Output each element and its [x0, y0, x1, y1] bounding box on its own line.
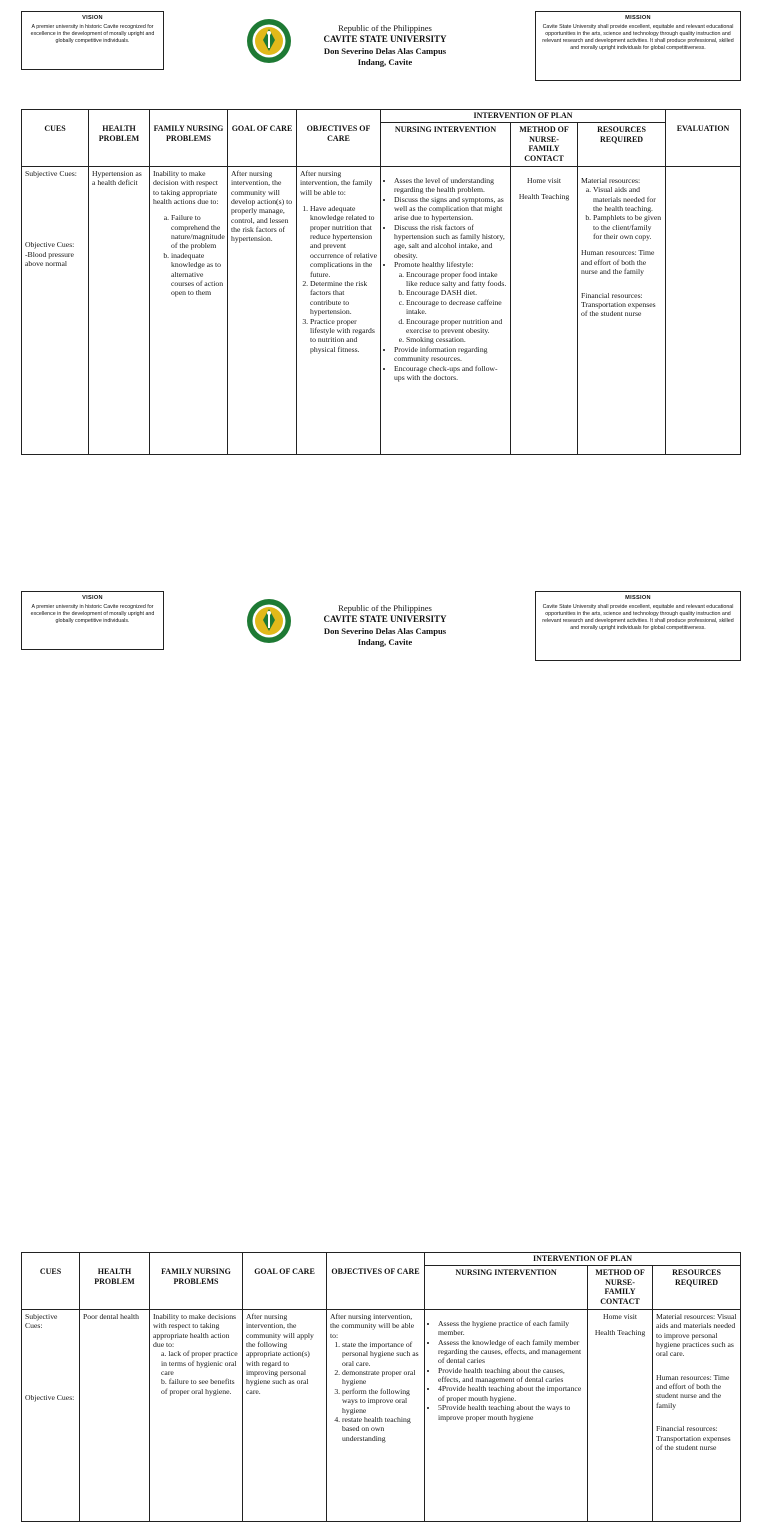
cell-cues	[22, 1309, 80, 1521]
university-heading	[300, 603, 470, 648]
method-home-visit: Home visit	[603, 1311, 637, 1321]
campus-name: Don Severino Delas Alas Campus	[323, 45, 447, 56]
resources-human: Human resources: Time and effort of both the student nurse and the family	[656, 1372, 730, 1410]
cell-family-problems	[150, 1309, 243, 1521]
objective-item: 4. restate health teaching based on own understanding	[342, 1415, 421, 1443]
university-seal-icon	[246, 598, 292, 644]
family-item: a. Failure to comprehend the nature/magnitude of the problem	[171, 213, 224, 251]
nursing-item: • Discuss the risk factors of hypertension such as family history, age, salt and alcohol intake, and obesity.	[394, 223, 507, 261]
resources-financial: Financial resources: Transportation expenses of the student nurse	[581, 290, 656, 319]
col-goal: GOAL OF CARE	[243, 1253, 327, 1310]
lifestyle-item: b. Encourage DASH diet.	[406, 288, 507, 297]
family-intro: Inability to make decisions with respect to taking appropriate health action due to:	[153, 1311, 237, 1349]
cues-objective: Objective Cues:	[25, 1392, 75, 1402]
vision-title: VISION	[82, 595, 103, 601]
cell-family-problems	[150, 166, 228, 454]
republic-line: Republic of the Philippines	[338, 23, 432, 33]
nursing-item: • Assess the hygiene practice of each family member.	[438, 1319, 584, 1338]
col-health-problem: HEALTH PROBLEM	[89, 110, 150, 167]
resources-human: Human resources: Time and effort of both the nurse and the family	[581, 248, 655, 277]
vision-text: A premier university in historic Cavite recognized for excellence in the development of morally upright and globally competitive individuals.	[30, 23, 155, 44]
care-plan-table	[21, 109, 741, 455]
col-health-problem: HEALTH PROBLEM	[80, 1253, 150, 1310]
lifestyle-item: d. Encourage proper nutrition and exercise to prevent obesity.	[406, 317, 507, 336]
campus-name: Don Severino Delas Alas Campus	[323, 625, 447, 636]
resource-item: b. Pamphlets to be given to the client/family for their own copy.	[593, 213, 662, 241]
republic-line: Republic of the Philippines	[338, 603, 432, 613]
lifestyle-item: c. Encourage to decrease caffeine intake.	[406, 298, 507, 317]
university-heading	[300, 23, 470, 68]
col-objectives: OBJECTIVES OF CARE	[327, 1253, 425, 1310]
objective-item: 1. state the importance of personal hygiene such as oral care.	[342, 1340, 421, 1368]
col-family-problems: FAMILY NURSING PROBLEMS	[150, 1253, 243, 1310]
col-family-problems: FAMILY NURSING PROBLEMS	[150, 110, 228, 167]
resources-material-title: Material resources:	[581, 175, 641, 185]
mission-box	[535, 591, 741, 661]
cell-nursing-intervention	[425, 1309, 588, 1521]
nursing-item: • Encourage check-ups and follow-ups with the doctors.	[394, 364, 507, 383]
cell-health-problem: Poor dental health	[80, 1309, 150, 1521]
col-nursing-intervention: NURSING INTERVENTION	[381, 122, 511, 166]
col-resources: RESOURCES REQUIRED	[653, 1265, 741, 1309]
col-method-contact: METHOD OF NURSE-FAMILY CONTACT	[588, 1265, 653, 1309]
university-name: CAVITE STATE UNIVERSITY	[323, 34, 447, 44]
plan-row	[22, 1309, 741, 1521]
method-health-teaching: Health Teaching	[594, 1328, 646, 1338]
plan-row	[22, 166, 741, 454]
cues-subjective: Subjective Cues:	[25, 1311, 58, 1331]
col-intervention-plan: INTERVENTION OF PLAN	[381, 110, 666, 123]
header-row	[22, 1253, 741, 1266]
objectives-intro: After nursing intervention, the community will be able to:	[330, 1311, 415, 1340]
mission-text: Cavite State University shall provide excellent, equitable and relevant educational opportunities in the arts, science and technology through quality instruction and relevant research and development activities. It shall produce professional, skilled and morally upright individuals for global competitiveness.	[542, 23, 734, 51]
header-row	[22, 110, 741, 123]
family-item: b. failure to see benefits of proper oral hygiene.	[161, 1377, 235, 1396]
cell-health-problem: Hypertension as a health deficit	[89, 166, 150, 454]
nursing-item: • Discuss the signs and symptoms, as well as the complication that might arise due to hypertension.	[394, 195, 507, 223]
objective-item: 2. Determine the risk factors that contribute to hypertension.	[310, 279, 377, 317]
cell-objectives	[297, 166, 381, 454]
col-cues: CUES	[22, 1253, 80, 1310]
family-item: b. inadequate knowledge as to alternative courses of action open to them	[171, 251, 224, 298]
cell-method-contact	[511, 166, 578, 454]
cell-method-contact	[588, 1309, 653, 1521]
cues-subjective: Subjective Cues:	[25, 168, 77, 178]
lifestyle-item: e. Smoking cessation.	[406, 335, 507, 344]
col-objectives: OBJECTIVES OF CARE	[297, 110, 381, 167]
col-nursing-intervention: NURSING INTERVENTION	[425, 1265, 588, 1309]
col-intervention-plan: INTERVENTION OF PLAN	[425, 1253, 741, 1266]
cell-cues	[22, 166, 89, 454]
nursing-item: • Provide information regarding community resources.	[394, 345, 507, 364]
objective-item: 3. perform the following ways to improve oral hygiene	[342, 1387, 421, 1415]
vision-box	[21, 591, 164, 650]
cell-objectives	[327, 1309, 425, 1521]
mission-text: Cavite State University shall provide excellent, equitable and relevant educational opportunities in the arts, science and technology through quality instruction and relevant research and development activities. It shall produce professional, skilled and morally upright individuals for global competitiveness.	[542, 603, 734, 631]
nursing-item: • 4Provide health teaching about the importance of proper mouth hygiene.	[438, 1384, 584, 1403]
mission-box	[535, 11, 741, 81]
mission-title: MISSION	[625, 15, 651, 21]
col-goal: GOAL OF CARE	[228, 110, 297, 167]
family-intro: Inability to make decision with respect to taking appropriate health actions due to:	[153, 168, 219, 206]
family-item: a. lack of proper practice in terms of hygienic oral care	[161, 1349, 238, 1378]
cell-nursing-intervention	[381, 166, 511, 454]
lifestyle-item: a. Encourage proper food intake like reduce salty and fatty foods.	[406, 270, 507, 289]
campus-town: Indang, Cavite	[357, 56, 413, 67]
objective-item: 1. Have adequate knowledge related to proper nutrition that reduce hypertension and prevent occurrence of relative complications in the future.	[310, 204, 377, 279]
objective-item: 2. demonstrate proper oral hygiene	[342, 1368, 421, 1387]
objectives-intro: After nursing intervention, the family will be able to:	[300, 168, 373, 197]
vision-text: A premier university in historic Cavite recognized for excellence in the development of morally upright and globally competitive individuals.	[30, 603, 155, 624]
method-home-visit: Home visit	[527, 175, 561, 185]
cell-goal: After nursing intervention, the community will develop action(s) to properly manage, control, and lessen the risk factors of hypertension.	[228, 166, 297, 454]
cell-goal: After nursing intervention, the community will apply the following appropriate action(s) with regard to improving personal hygiene such as oral care.	[243, 1309, 327, 1521]
vision-title: VISION	[82, 15, 103, 21]
col-evaluation: EVALUATION	[666, 110, 741, 167]
nursing-item: • Promote healthy lifestyle:	[394, 260, 507, 269]
col-method-contact: METHOD OF NURSE-FAMILY CONTACT	[511, 122, 578, 166]
resource-item: a. Visual aids and materials needed for the health teaching.	[593, 185, 662, 213]
resources-financial: Financial resources: Transportation expenses of the student nurse	[656, 1424, 731, 1453]
university-name: CAVITE STATE UNIVERSITY	[323, 614, 447, 624]
cell-resources	[578, 166, 666, 454]
nursing-item: • 5Provide health teaching about the ways to improve proper mouth hygiene	[438, 1403, 584, 1422]
care-plan-table	[21, 1252, 741, 1522]
col-resources: RESOURCES REQUIRED	[578, 122, 666, 166]
method-health-teaching: Health Teaching	[518, 192, 570, 202]
cues-blood-pressure: -Blood pressure above normal	[25, 249, 74, 268]
nursing-item: • Asses the level of understanding regarding the health problem.	[394, 176, 507, 195]
campus-town: Indang, Cavite	[357, 636, 413, 647]
mission-title: MISSION	[625, 595, 651, 601]
cell-resources	[653, 1309, 741, 1521]
objective-item: 3. Practice proper lifestyle with regards to nutrition and physical fitness.	[310, 317, 377, 355]
cell-evaluation	[666, 166, 741, 454]
nursing-item: • Assess the knowledge of each family member regarding the causes, effects, and management of dental caries	[438, 1338, 584, 1366]
vision-box	[21, 11, 164, 70]
university-seal-icon	[246, 18, 292, 64]
nursing-item: • Provide health teaching about the causes, effects, and management of dental caries	[438, 1366, 584, 1385]
col-cues: CUES	[22, 110, 89, 167]
resources-material: Material resources: Visual aids and materials needed to improve personal hygiene practices such as oral care.	[656, 1311, 737, 1359]
cues-objective: Objective Cues:	[25, 240, 75, 250]
